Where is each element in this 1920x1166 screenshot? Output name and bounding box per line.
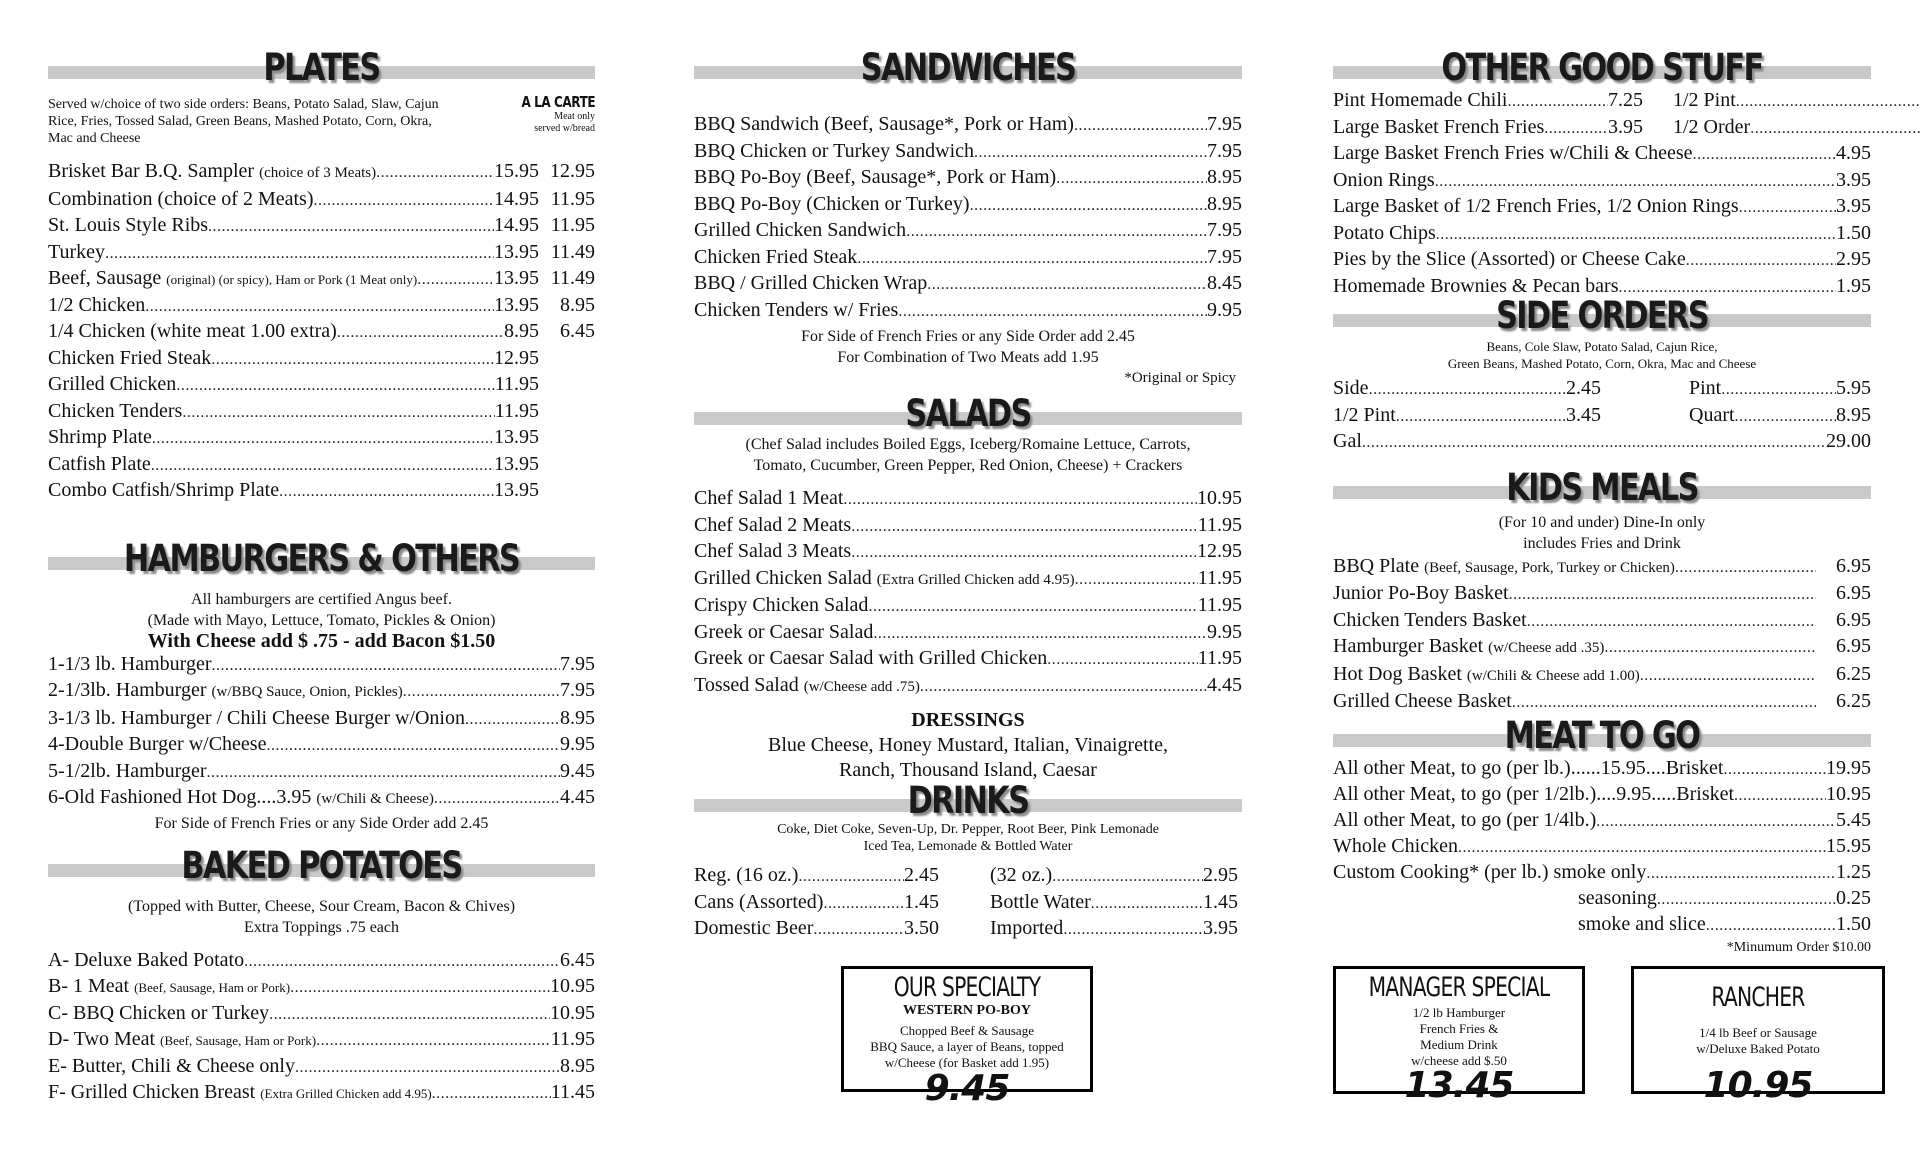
manager-desc-4: w/cheese add $.50 <box>1411 1053 1507 1068</box>
plates-intro <box>48 93 595 147</box>
rancher-desc-1: 1/4 lb Beef or Sausage <box>1699 1025 1817 1040</box>
hamburgers-footer: For Side of French Fries or any Side Order add 2.45 <box>154 814 489 832</box>
salads-header <box>694 394 1242 434</box>
sandwich-item: Grilled Chicken Sandwich ..... 7.95 <box>694 218 1242 245</box>
plate-item: 1/4 Chicken (white meat 1.00 extra) ..... 8.95 6.45 <box>48 319 595 346</box>
salads-title: SALADS <box>905 392 1031 435</box>
other-item: Large Basket French Fries ..... 3.95 <box>1333 115 1643 142</box>
drinks-title: DRINKS <box>907 779 1029 822</box>
rancher-desc-2: w/Deluxe Baked Potato <box>1696 1041 1820 1056</box>
kids-item: Chicken Tenders Basket ..... 6.95 <box>1333 608 1871 635</box>
sides-list <box>1333 376 1871 456</box>
baked-item: B- 1 Meat (Beef, Sausage, Ham or Pork) ..... 10.95 <box>48 974 595 1001</box>
salad-item: Grilled Chicken Salad (Extra Grilled Chicken add 4.95) ..... 11.95 <box>694 566 1242 594</box>
kids-line-2: includes Fries and Drink <box>1523 534 1681 552</box>
sandwiches-header <box>694 48 1242 88</box>
salads-intro <box>694 434 1242 476</box>
salad-item: Crispy Chicken Salad ..... 11.95 <box>694 593 1242 620</box>
manager-desc-2: French Fries & <box>1419 1021 1499 1036</box>
drink-item: Domestic Beer ..... 3.50 <box>694 916 939 943</box>
baked-item: E- Butter, Chili & Cheese only ..... 8.95 <box>48 1054 595 1081</box>
kids-item: Grilled Cheese Basket ..... 6.25 <box>1333 689 1871 716</box>
column-right <box>1333 44 1871 958</box>
drink-item: Reg. (16 oz.) ..... 2.45 <box>694 863 939 890</box>
drinks-intro <box>694 821 1242 855</box>
sandwiches-note-3: *Original or Spicy <box>1124 370 1236 386</box>
hamburgers-line-1: All hamburgers are certified Angus beef. <box>191 590 452 608</box>
drink-item: Cans (Assorted) ..... 1.45 <box>694 890 939 917</box>
a-la-carte-label <box>503 93 595 147</box>
plate-item: Turkey ..... 13.95 11.49 <box>48 240 595 267</box>
salad-item: Chef Salad 1 Meat ..... 10.95 <box>694 486 1242 513</box>
a-la-carte-note-2: served w/bread <box>534 123 595 134</box>
plates-list <box>48 159 595 505</box>
sandwich-item: BBQ Po-Boy (Chicken or Turkey) ..... 8.95 <box>694 192 1242 219</box>
hamburger-item: 6-Old Fashioned Hot Dog....3.95 (w/Chili & Cheese) ..... 4.45 <box>48 785 595 813</box>
specialty-subtitle: WESTERN PO-BOY <box>903 1003 1031 1018</box>
other-item: 1/2 Pint ..... <box>1673 88 1920 115</box>
column-left <box>48 44 595 1107</box>
side-item: Gal ..... 29.00 <box>1333 429 1871 456</box>
plate-item: St. Louis Style Ribs ..... 14.95 11.95 <box>48 213 595 240</box>
other-item: Homemade Brownies & Pecan bars ..... 1.95 <box>1333 274 1871 301</box>
sides-row-1 <box>1333 376 1871 403</box>
rancher-desc <box>1634 1025 1882 1057</box>
dressings-title: DRESSINGS <box>911 709 1025 731</box>
meat-item: All other Meat, to go (per 1/4lb.) ..... 5.45 <box>1333 808 1871 834</box>
other-chili-row <box>1333 88 1871 115</box>
hamburgers-list <box>48 652 595 813</box>
kids-list <box>1333 554 1871 716</box>
dressings <box>694 708 1242 783</box>
plate-item: Brisket Bar B.Q. Sampler (choice of 3 Meats) ..... 15.95 12.95 <box>48 159 595 187</box>
drinks-list <box>694 863 1242 943</box>
kids-item: BBQ Plate (Beef, Sausage, Pork, Turkey or Chicken) ..... 6.95 <box>1333 554 1871 582</box>
hamburgers-line-3: With Cheese add $ .75 - add Bacon $1.50 <box>147 629 496 652</box>
salads-line-2: Tomato, Cucumber, Green Pepper, Red Onion, Cheese) + Crackers <box>753 457 1183 474</box>
kids-item: Hamburger Basket (w/Cheese add .35) ..... 6.95 <box>1333 634 1871 662</box>
sandwiches-note-1: For Side of French Fries or any Side Order add 2.45 <box>801 328 1135 345</box>
sandwich-item: BBQ Chicken or Turkey Sandwich ..... 7.95 <box>694 139 1242 166</box>
dressings-line-2: Ranch, Thousand Island, Caesar <box>839 759 1097 781</box>
salad-item: Chef Salad 2 Meats ..... 11.95 <box>694 513 1242 540</box>
kids-item: Junior Po-Boy Basket ..... 6.95 <box>1333 581 1871 608</box>
sandwiches-list <box>694 112 1242 324</box>
specialty-title: OUR SPECIALTY <box>893 972 1041 1003</box>
hamburgers-header <box>48 536 595 580</box>
other-header <box>1333 48 1871 88</box>
plates-title: PLATES <box>263 46 380 89</box>
other-item: Onion Rings ..... 3.95 <box>1333 168 1871 195</box>
sandwiches-notes <box>694 326 1242 368</box>
other-title: OTHER GOOD STUFF <box>1441 46 1763 89</box>
salad-item: Chef Salad 3 Meats ..... 12.95 <box>694 539 1242 566</box>
other-fries-row <box>1333 115 1871 142</box>
meat-item: Whole Chicken ..... 15.95 <box>1333 834 1871 860</box>
meat-item: All other Meat, to go (per 1/2lb.)....9.95.....Brisket ..... 10.95 <box>1333 782 1871 808</box>
baked-item: C- BBQ Chicken or Turkey ..... 10.95 <box>48 1001 595 1028</box>
plate-item: Chicken Fried Steak ..... 12.95 <box>48 346 595 373</box>
plates-header <box>48 48 595 88</box>
kids-line-1: (For 10 and under) Dine-In only <box>1498 513 1706 531</box>
hamburger-item: 5-1/2lb. Hamburger ..... 9.45 <box>48 759 595 786</box>
manager-price: 13.45 <box>1404 1065 1514 1106</box>
hamburgers-title: HAMBURGERS & OTHERS <box>123 536 520 580</box>
other-item: Potato Chips ..... 1.50 <box>1333 221 1871 248</box>
sandwich-item: BBQ / Grilled Chicken Wrap ..... 8.45 <box>694 271 1242 298</box>
manager-desc-3: Medium Drink <box>1420 1037 1498 1052</box>
sandwiches-note-2: For Combination of Two Meats add 1.95 <box>837 349 1099 366</box>
hamburger-item: 2-1/3lb. Hamburger (w/BBQ Sauce, Onion, Pickles) ..... 7.95 <box>48 678 595 706</box>
sides-row-2 <box>1333 403 1871 430</box>
manager-title: MANAGER SPECIAL <box>1368 972 1550 1003</box>
meat-item: seasoning ..... 0.25 <box>1578 886 1871 912</box>
a-la-carte-title: A LA CARTE <box>521 93 595 111</box>
other-item: Large Basket French Fries w/Chili & Cheese ..... 4.95 <box>1333 141 1871 168</box>
salads-line-1: (Chef Salad includes Boiled Eggs, Iceberg/Romaine Lettuce, Carrots, <box>745 436 1191 453</box>
kids-header <box>1333 465 1871 509</box>
drinks-line-2: Iced Tea, Lemonade & Bottled Water <box>863 839 1073 854</box>
other-item: Pies by the Slice (Assorted) or Cheese Cake ..... 2.95 <box>1333 247 1871 274</box>
plate-item: Beef, Sausage (original) (or spicy), Ham or Pork (1 Meat only) ..... 13.95 11.49 <box>48 266 595 293</box>
plate-item: Combination (choice of 2 Meats) ..... 14.95 11.95 <box>48 187 595 214</box>
hamburgers-intro <box>48 589 595 652</box>
rancher-price: 10.95 <box>1703 1065 1813 1106</box>
baked-line-2: Extra Toppings .75 each <box>244 918 399 936</box>
baked-item: F- Grilled Chicken Breast (Extra Grilled Chicken add 4.95) ..... 11.45 <box>48 1080 595 1107</box>
meat-header <box>1333 713 1871 757</box>
specialty-desc-2: BBQ Sauce, a layer of Beans, topped <box>870 1039 1064 1054</box>
other-list <box>1333 88 1871 300</box>
baked-header <box>48 843 595 887</box>
plate-item: 1/2 Chicken ..... 13.95 8.95 <box>48 293 595 320</box>
plate-item: Chicken Tenders ..... 11.95 <box>48 399 595 426</box>
column-middle <box>694 44 1242 943</box>
plate-item: Combo Catfish/Shrimp Plate ..... 13.95 <box>48 478 595 505</box>
specialty-desc-1: Chopped Beef & Sausage <box>900 1023 1034 1038</box>
salad-item: Greek or Caesar Salad with Grilled Chicken ..... 11.95 <box>694 646 1242 673</box>
our-specialty-box <box>841 966 1093 1109</box>
baked-title: BAKED POTATOES <box>181 843 462 887</box>
plate-item: Catfish Plate ..... 13.95 <box>48 452 595 479</box>
meat-title: MEAT TO GO <box>1504 713 1700 757</box>
drinks-header <box>694 781 1242 821</box>
kids-item: Hot Dog Basket (w/Chili & Cheese add 1.00) ..... 6.25 <box>1333 662 1871 690</box>
sides-line-2: Green Beans, Mashed Potato, Corn, Okra, Mac and Cheese <box>1447 356 1757 371</box>
meat-item: Custom Cooking* (per lb.) smoke only ..... 1.25 <box>1333 860 1871 886</box>
rancher-box <box>1631 966 1885 1106</box>
plate-item: Shrimp Plate ..... 13.95 <box>48 425 595 452</box>
meat-minimum-note: *Minumum Order $10.00 <box>1726 939 1871 955</box>
drinks-left <box>694 863 939 943</box>
sides-intro <box>1333 338 1871 372</box>
other-item: Pint Homemade Chili ..... 7.25 <box>1333 88 1643 115</box>
sandwich-item: Chicken Tenders w/ Fries ..... 9.95 <box>694 298 1242 325</box>
baked-item: D- Two Meat (Beef, Sausage, Ham or Pork) ..... 11.95 <box>48 1027 595 1054</box>
meat-item: smoke and slice ..... 1.50 <box>1578 912 1871 938</box>
sandwich-item: Chicken Fried Steak ..... 7.95 <box>694 245 1242 272</box>
hamburger-item: 1-1/3 lb. Hamburger ..... 7.95 <box>48 652 595 679</box>
hamburgers-line-2: (Made with Mayo, Lettuce, Tomato, Pickles & Onion) <box>147 611 496 629</box>
meat-item: All other Meat, to go (per lb.)......15.95....Brisket ..... 19.95 <box>1333 756 1871 782</box>
manager-desc <box>1336 1005 1582 1069</box>
salad-item: Greek or Caesar Salad ..... 9.95 <box>694 620 1242 647</box>
drinks-right <box>990 863 1238 943</box>
drink-item: (32 oz.) ..... 2.95 <box>990 863 1238 890</box>
meat-list <box>1333 756 1871 958</box>
baked-list <box>48 948 595 1107</box>
manager-desc-1: 1/2 lb Hamburger <box>1412 1005 1506 1020</box>
drink-item: Bottle Water ..... 1.45 <box>990 890 1238 917</box>
other-item: Large Basket of 1/2 French Fries, 1/2 Onion Rings ..... 3.95 <box>1333 194 1871 221</box>
side-item: 1/2 Pint ..... 3.45 <box>1333 403 1601 430</box>
side-item: Pint ..... 5.95 <box>1689 376 1871 403</box>
side-item: Quart ..... 8.95 <box>1689 403 1871 430</box>
drinks-line-1: Coke, Diet Coke, Seven-Up, Dr. Pepper, Root Beer, Pink Lemonade <box>777 822 1159 837</box>
sandwich-item: BBQ Sandwich (Beef, Sausage*, Pork or Ham) ..... 7.95 <box>694 112 1242 139</box>
sandwiches-title: SANDWICHES <box>860 46 1076 89</box>
sandwich-item: BBQ Po-Boy (Beef, Sausage*, Pork or Ham) ..... 8.95 <box>694 165 1242 192</box>
kids-title: KIDS MEALS <box>1506 465 1698 509</box>
rancher-title: RANCHER <box>1711 982 1805 1013</box>
specialty-desc-3: w/Cheese (for Basket add 1.95) <box>884 1055 1050 1070</box>
manager-special-box <box>1333 966 1585 1106</box>
side-item: Side ..... 2.45 <box>1333 376 1601 403</box>
drink-item: Imported ..... 3.95 <box>990 916 1238 943</box>
salad-item: Tossed Salad (w/Cheese add .75) ..... 4.45 <box>694 673 1242 701</box>
salads-list <box>694 486 1242 700</box>
specialty-price: 9.45 <box>924 1068 1010 1109</box>
plate-item: Grilled Chicken ..... 11.95 <box>48 372 595 399</box>
baked-item: A- Deluxe Baked Potato ..... 6.45 <box>48 948 595 975</box>
sides-header <box>1333 296 1871 336</box>
a-la-carte-note-1: Meat only <box>554 111 595 122</box>
hamburger-item: 3-1/3 lb. Hamburger / Chili Cheese Burger w/Onion ..... 8.95 <box>48 706 595 733</box>
specialty-desc <box>844 1023 1090 1071</box>
other-item: 1/2 Order ..... <box>1673 115 1920 142</box>
baked-intro <box>48 896 595 938</box>
sides-line-1: Beans, Cole Slaw, Potato Salad, Cajun Rice, <box>1486 339 1718 354</box>
plates-description: Served w/choice of two side orders: Beans, Potato Salad, Slaw, Cajun Rice, Fries, Tossed Salad, Green Beans, Mashed Potato, Corn, Okra, Mac and Cheese <box>48 97 439 146</box>
hamburger-item: 4-Double Burger w/Cheese ..... 9.95 <box>48 732 595 759</box>
kids-intro <box>1333 512 1871 554</box>
sides-title: SIDE ORDERS <box>1496 294 1708 337</box>
baked-line-1: (Topped with Butter, Cheese, Sour Cream, Bacon & Chives) <box>127 897 516 915</box>
dressings-line-1: Blue Cheese, Honey Mustard, Italian, Vinaigrette, <box>768 734 1168 756</box>
